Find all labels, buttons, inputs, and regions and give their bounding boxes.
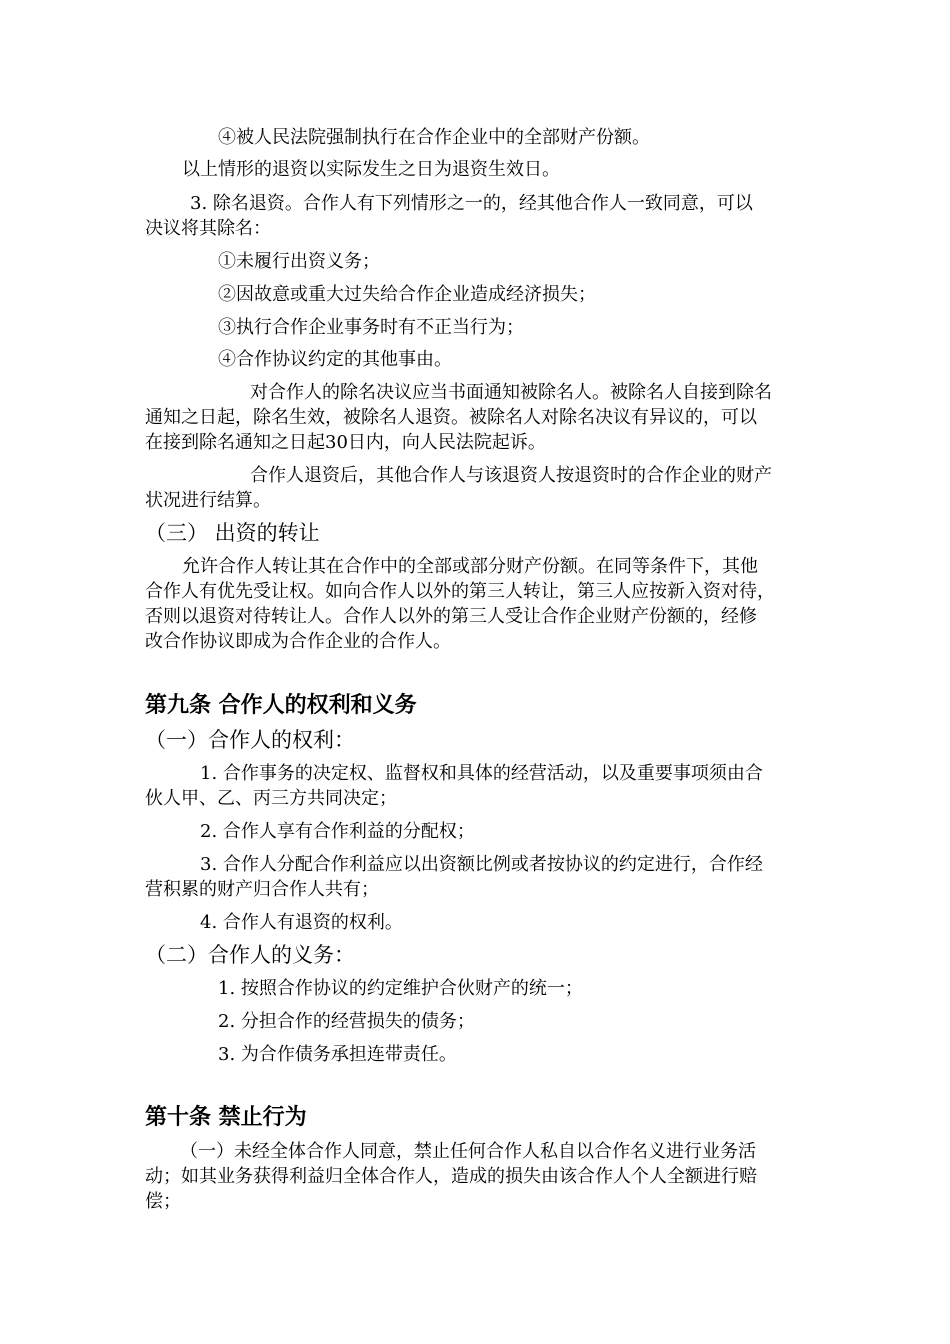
text-line: ④被人民法院强制执行在合作企业中的全部财产份额。 [218,127,650,148]
text-line: 3. 合作人分配合作利益应以出资额比例或者按协议的约定进行，合作经 [200,854,763,875]
text-line: 1. 合作事务的决定权、监督权和具体的经营活动，以及重要事项须由合 [200,763,763,784]
text-line: 动；如其业务获得利益归全体合作人，造成的损失由该合作人个人全额进行赔 [145,1166,757,1187]
section-heading: （三） 出资的转让 [145,521,320,545]
text-line: 对合作人的除名决议应当书面通知被除名人。被除名人自接到除名 [250,382,772,403]
text-line: 偿； [145,1191,181,1212]
text-line: 1. 按照合作协议的约定维护合伙财产的统一； [218,978,583,999]
text-line: ②因故意或重大过失给合作企业造成经济损失； [218,284,596,305]
text-line: 3. 为合作债务承担连带责任。 [218,1044,457,1065]
article-heading: 第十条 禁止行为 [145,1105,307,1130]
article-heading: 第九条 合作人的权利和义务 [145,693,417,718]
text-line: 以上情形的退资以实际发生之日为退资生效日。 [182,159,560,180]
text-line: 改合作协议即成为合作企业的合作人。 [145,631,451,652]
text-line: 2. 合作人享有合作利益的分配权； [200,821,475,842]
text-line: 在接到除名通知之日起30日内，向人民法院起诉。 [145,432,546,453]
text-line: 决议将其除名： [145,218,271,239]
text-line: 否则以退资对待转让人。合作人以外的第三人受让合作企业财产份额的，经修 [145,606,757,627]
text-line: 营积累的财产归合作人共有； [145,879,379,900]
text-line: ①未履行出资义务； [218,251,380,272]
text-line: ③执行合作企业事务时有不正当行为； [218,317,524,338]
text-line: ④合作协议约定的其他事由。 [218,349,452,370]
text-line: 3. 除名退资。合作人有下列情形之一的，经其他合作人一致同意，可以 [190,193,753,214]
section-heading: （二）合作人的义务： [145,943,355,967]
section-heading: （一）合作人的权利： [145,728,355,752]
text-line: 2. 分担合作的经营损失的债务； [218,1011,475,1032]
text-line: 合作人有优先受让权。如向合作人以外的第三人转让，第三人应按新入资对待， [145,581,775,602]
text-line: 状况进行结算。 [145,490,271,511]
text-line: 允许合作人转让其在合作中的全部或部分财产份额。在同等条件下，其他 [182,556,758,577]
text-line: （一）未经全体合作人同意，禁止任何合作人私自以合作名义进行业务活 [180,1141,756,1162]
text-line: 4. 合作人有退资的权利。 [200,912,403,933]
text-line: 合作人退资后，其他合作人与该退资人按退资时的合作企业的财产 [250,465,772,486]
text-line: 伙人甲、乙、丙三方共同决定； [145,788,397,809]
text-line: 通知之日起，除名生效，被除名人退资。被除名人对除名决议有异议的，可以 [145,407,757,428]
